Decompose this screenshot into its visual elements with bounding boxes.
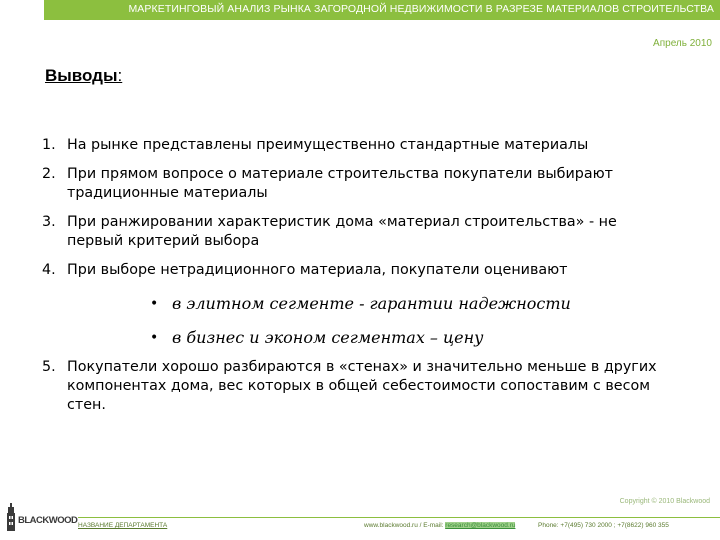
list-item-number: 1.	[42, 137, 56, 153]
footer-divider	[78, 517, 720, 518]
presentation-title: МАРКЕТИНГОВЫЙ АНАЛИЗ РЫНКА ЗАГОРОДНОЙ НЕДВИЖИМОСТИ В РАЗРЕЗЕ МАТЕРИАЛОВ СТРОИТЕЛЬСТВА	[128, 3, 714, 15]
list-item-number: 4.	[42, 262, 56, 278]
bullet-mark: •	[150, 296, 159, 312]
list-item-text: Покупатели хорошо разбираются в «стенах» и значительно меньше в других компонентах дома, вес которых в общей себестоимости сопоставим с весом стен.	[67, 359, 657, 413]
header-bar	[0, 0, 720, 20]
list-item-text: При ранжировании характеристик дома «материал строительства» - не первый критерий выбора	[67, 214, 617, 249]
slide-heading-text: Выводы	[45, 66, 118, 85]
phone-numbers: Phone: +7(495) 730 2000 ; +7(8622) 960 355	[538, 522, 669, 529]
list-item-text: При прямом вопросе о материале строительства покупатели выбирают традиционные материалы	[67, 166, 613, 201]
conclusions-list	[42, 136, 662, 425]
list-item-text: При выборе нетрадиционного материала, покупатели оценивают	[67, 262, 568, 278]
sub-bullet-text: в элитном сегменте - гарантии надежности	[172, 294, 571, 313]
contact-web	[364, 522, 515, 529]
list-item	[42, 358, 662, 415]
sub-bullet-item	[42, 290, 662, 318]
list-item-number: 2.	[42, 166, 56, 182]
list-item-number: 3.	[42, 214, 56, 230]
header-bar-left	[0, 0, 44, 20]
sub-bullets	[42, 290, 662, 352]
list-item	[42, 136, 662, 155]
list-item	[42, 165, 662, 203]
slide-heading-colon: :	[117, 66, 123, 85]
list-item-number: 5.	[42, 359, 56, 375]
list-item-text: На рынке представлены преимущественно стандартные материалы	[67, 137, 589, 153]
logo-wordmark: BLACKWOOD	[18, 515, 78, 526]
list-item	[42, 213, 662, 251]
department-link[interactable]: НАЗВАНИЕ ДЕПАРТАМЕНТА	[78, 522, 168, 529]
list-item	[42, 261, 662, 280]
website-text: www.blackwood.ru / E-mail:	[364, 522, 446, 529]
copyright-note: Copyright © 2010 Blackwood	[619, 498, 710, 505]
slide-heading	[45, 66, 122, 86]
footer-bar	[0, 520, 720, 540]
date-label: Апрель 2010	[653, 38, 712, 49]
bullet-mark: •	[150, 330, 159, 346]
sub-bullet-item	[42, 324, 662, 352]
sub-bullet-text: в бизнес и эконом сегментах – цену	[172, 328, 484, 347]
email-link[interactable]: research@blackwood.ru	[445, 522, 516, 529]
